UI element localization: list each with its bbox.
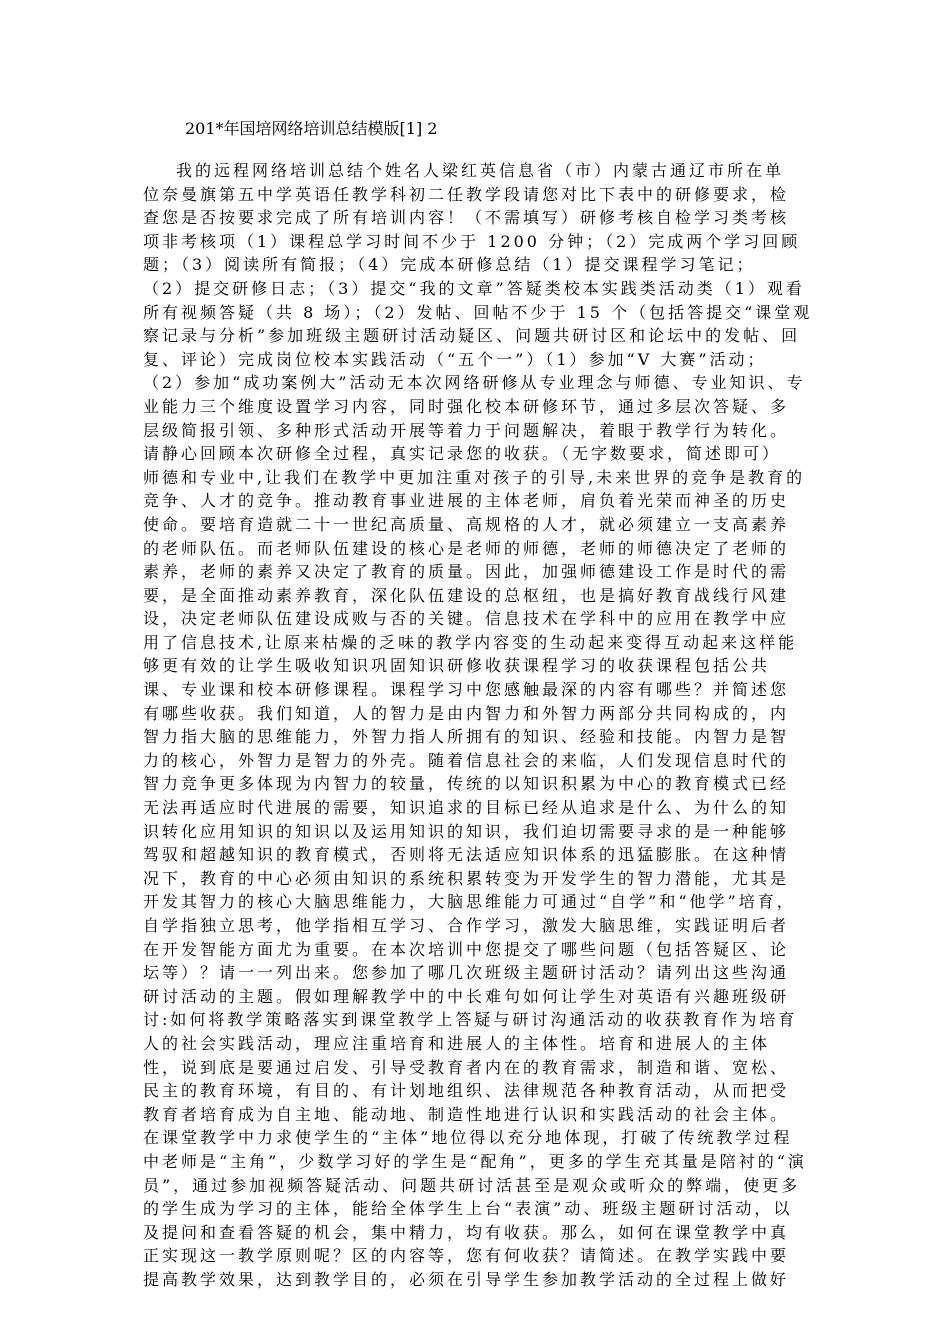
body-text-line: 有哪些收获。我们知道，人的智力是由内智力和外智力两部分共同构成的，内	[143, 703, 790, 723]
body-text-line: 民主的教育环境，有目的、有计划地组织、法律规范各种教育活动，从而把受	[143, 1081, 790, 1101]
document-title: 201*年国培网络培训总结模版[1] 2	[185, 119, 438, 138]
body-text-line: 要，是全面推动素养教育，深化队伍建设的总枢纽，也是搞好教育战线行风建	[143, 585, 790, 605]
body-text-line: 坛等）？请一一列出来。您参加了哪几次班级主题研讨活动？请列出这些沟通	[143, 963, 790, 983]
body-text-line: 驾驭和超越知识的教育模式，否则将无法适应知识体系的迅猛膨胀。在这种情	[143, 845, 790, 865]
body-text-line: 识转化应用知识的知识以及运用知识的知识，我们迫切需要寻求的是一种能够	[143, 821, 790, 841]
body-text-line: 教育者培育成为自主地、能动地、制造性地进行认识和实践活动的社会主体。	[143, 1104, 790, 1124]
body-text-line: 请静心回顾本次研修全过程，真实记录您的收获。（无字数要求，简述即可）	[143, 444, 782, 464]
body-text-line: 业能力三个维度设置学习内容，同时强化校本研修环节，通过多层次答疑、多	[143, 396, 790, 416]
body-text-line: 力的核心，外智力是智力的外壳。随着信息社会的来临，人们发现信息时代的	[143, 750, 790, 770]
body-text-line: 在课堂教学中力求使学生的“主体”地位得以充分地体现，打破了传统教学过程	[143, 1128, 793, 1148]
body-text-line: 竞争、人才的竞争。推动教育事业进展的主体老师，肩负着光荣而神圣的历史	[143, 491, 790, 511]
body-text-line: 复、评论）完成岗位校本实践活动（“五个一”）（1）参加“V 大赛”活动；	[143, 349, 767, 369]
body-text-line: 够更有效的让学生吸收知识巩固知识研修收获课程学习的收获课程包括公共	[143, 656, 771, 676]
body-text-line: 自学指独立思考，他学指相互学习、合作学习，激发大脑思维，实践证明后者	[143, 916, 790, 935]
body-text-line: 使命。要培育造就二十一世纪高质量、高规格的人才，就必须建立一支高素养	[143, 514, 790, 534]
body-text-line: 智力竞争更多体现为内智力的较量，传统的以知识积累为中心的教育模式已经	[143, 774, 790, 794]
body-text-line: 师德和专业中,让我们在教学中更加注重对孩子的引导,未来世界的竞争是教育的	[143, 467, 806, 487]
body-text-line: 智力指大脑的思维能力，外智力指人所拥有的知识、经验和技能。内智力是智	[143, 727, 790, 747]
body-text-line: 层级简报引领、多种形式活动开展等着力于问题解决，着眼于教学行为转化。	[143, 420, 790, 440]
body-text-line: 况下，教育的中心必须由知识的系统积累转变为开发学生的智力潜能，尤其是	[143, 868, 790, 888]
body-text-line: 员”，通过参加视频答疑活动、问题共研讨活甚至是观众或听众的弊端，使更多	[143, 1175, 801, 1195]
body-text-line: 人的社会实践活动，理应注重培育和进展人的主体性。培育和进展人的主体	[143, 1033, 771, 1053]
body-text-line: 素养，老师的素养又决定了教育的质量。因此，加强师德建设工作是时代的需	[143, 562, 790, 582]
body-text-line: 无法再适应时代进展的需要，知识追求的目标已经从追求是什么、为什么的知	[143, 798, 790, 818]
document-body	[143, 159, 813, 1292]
body-text-line: 察记录与分析”参加班级主题研讨活动疑区、问题共研讨区和论坛中的发帖、回	[143, 326, 801, 346]
body-text-line: （2）参加“成功案例大”活动无本次网络研修从专业理念与师德、专业知识、专	[143, 373, 806, 393]
body-text-line: 课、专业课和校本研修课程。课程学习中您感触最深的内容有哪些？并简述您	[143, 680, 790, 700]
body-text-line: 提高教学效果，达到教学目的，必须在引导学生参加教学活动的全过程上做好	[143, 1269, 790, 1289]
body-text-line: 性，说到底是要通过启发、引导受教育者内在的教育需求，制造和谐、宽松、	[143, 1057, 790, 1077]
body-text-line: 讨:如何将教学策略落实到课堂教学上答疑与研讨沟通活动的收获教育作为培育	[143, 1010, 798, 1030]
body-text-line: 查您是否按要求完成了所有培训内容！（不需填写）研修考核自检学习类考核	[143, 208, 790, 228]
body-text-line: （2）提交研修日志；（3）提交“我的文章”答疑类校本实践类活动类（1）观看	[143, 278, 805, 298]
body-text-line: 在开发智能方面尤为重要。在本次培训中您提交了哪些问题（包括答疑区、论	[143, 939, 790, 959]
body-text-line: 题；（3）阅读所有简报；（4）完成本研修总结（1）提交课程学习笔记；	[143, 255, 756, 275]
body-text-line: 我的远程网络培训总结个姓名人梁红英信息省（市）内蒙古通辽市所在单	[176, 161, 785, 180]
body-text-line: 的学生成为学习的主体，能给全体学生上台“表演”动、班级主题研讨活动，以	[143, 1199, 793, 1219]
body-text-line: 开发其智力的核心大脑思维能力，大脑思维能力可通过“自学”和“他学”培育，	[143, 892, 796, 912]
body-text-line: 的老师队伍。而老师队伍建设的核心是老师的师德，老师的师德决定了老师的	[143, 538, 790, 558]
body-text-line: 中老师是“主角”，少数学习好的学生是“配角”，更多的学生充其量是陪衬的“演	[143, 1151, 807, 1171]
body-text-line: 正实现这一教学原则呢？区的内容等，您有何收获？请简述。在教学实践中要	[143, 1246, 790, 1266]
body-text-line: 研讨活动的主题。假如理解教学中的中长难句如何让学生对英语有兴趣班级研	[143, 986, 790, 1006]
body-text-line: 项非考核项（1）课程总学习时间不少于 1200 分钟；（2）完成两个学习回顾	[143, 231, 801, 251]
body-text-line: 设，决定老师队伍建设成败与否的关键。信息技术在学科中的应用在教学中应	[143, 609, 790, 629]
body-text-line: 所有视频答疑（共 8 场）；（2）发帖、回帖不少于 15 个（包括答提交“课堂观	[143, 302, 813, 322]
body-text-line: 用了信息技术,让原来枯燥的乏味的教学内容变的生动起来变得互动起来这样能	[143, 632, 798, 652]
body-text-line: 及提问和查看答疑的机会，集中精力，均有收获。那么，如何在课堂教学中真	[143, 1222, 790, 1242]
body-text-line: 位奈曼旗第五中学英语任教学科初二任教学段请您对比下表中的研修要求，检	[143, 184, 790, 204]
